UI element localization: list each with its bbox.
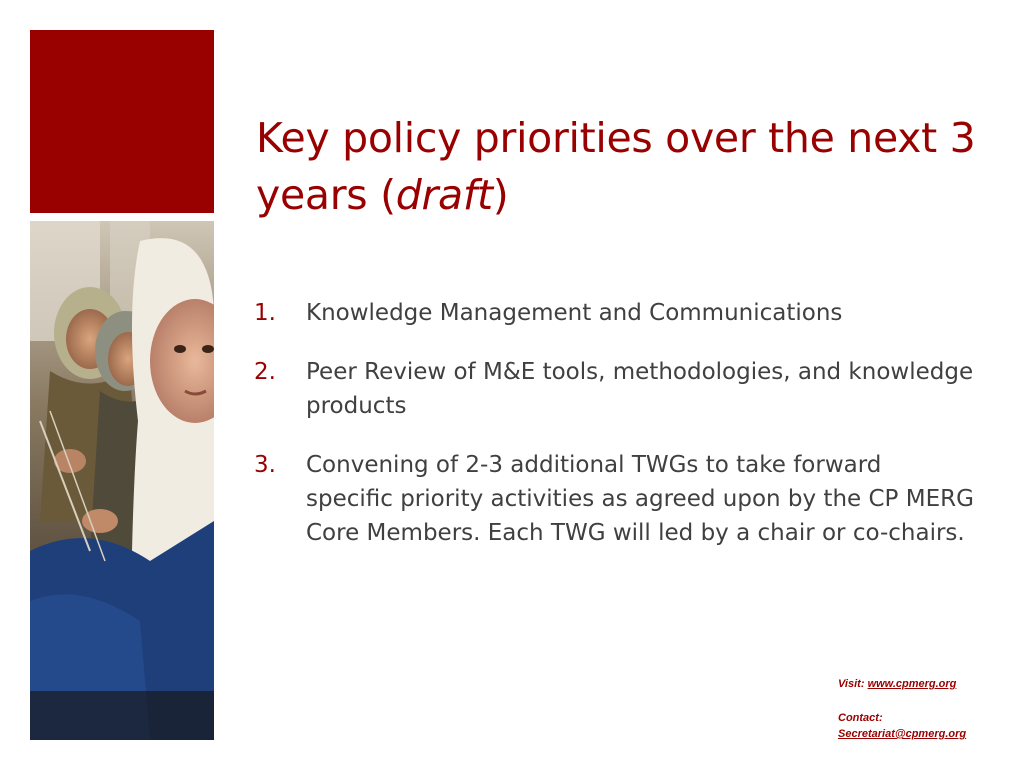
list-item-number: 3. xyxy=(254,452,276,478)
list-item-number: 1. xyxy=(254,300,276,326)
email-link[interactable]: Secretariat@cpmerg.org xyxy=(838,728,967,740)
decorative-red-block xyxy=(30,30,214,213)
slide-title-end: ) xyxy=(492,171,509,219)
footer-contact xyxy=(838,676,1018,742)
list-item-text: Convening of 2-3 additional TWGs to take forward specific priority activities as agreed upon by the CP MERG Core Members. Each TWG will led by a chair or co-chairs. xyxy=(306,452,974,546)
list-item-text: Peer Review of M&E tools, methodologies, and knowledge products xyxy=(306,359,974,419)
contact-row xyxy=(838,726,1018,742)
visit-row xyxy=(838,676,1018,692)
list-item-number: 2. xyxy=(254,359,276,385)
list-item xyxy=(254,355,974,423)
list-item xyxy=(254,448,974,550)
contact-label: Contact: xyxy=(838,712,883,724)
slide-title xyxy=(256,110,996,224)
slide-title-draft: draft xyxy=(395,171,493,219)
list-item xyxy=(254,296,974,330)
slide-title-main: Key policy priorities over the next 3 years ( xyxy=(256,114,976,219)
priorities-list xyxy=(254,296,974,575)
website-link[interactable]: www.cpmerg.org xyxy=(867,678,957,690)
children-photo xyxy=(30,221,214,740)
list-item-text: Knowledge Management and Communications xyxy=(306,300,843,326)
visit-label: Visit: xyxy=(838,678,865,690)
